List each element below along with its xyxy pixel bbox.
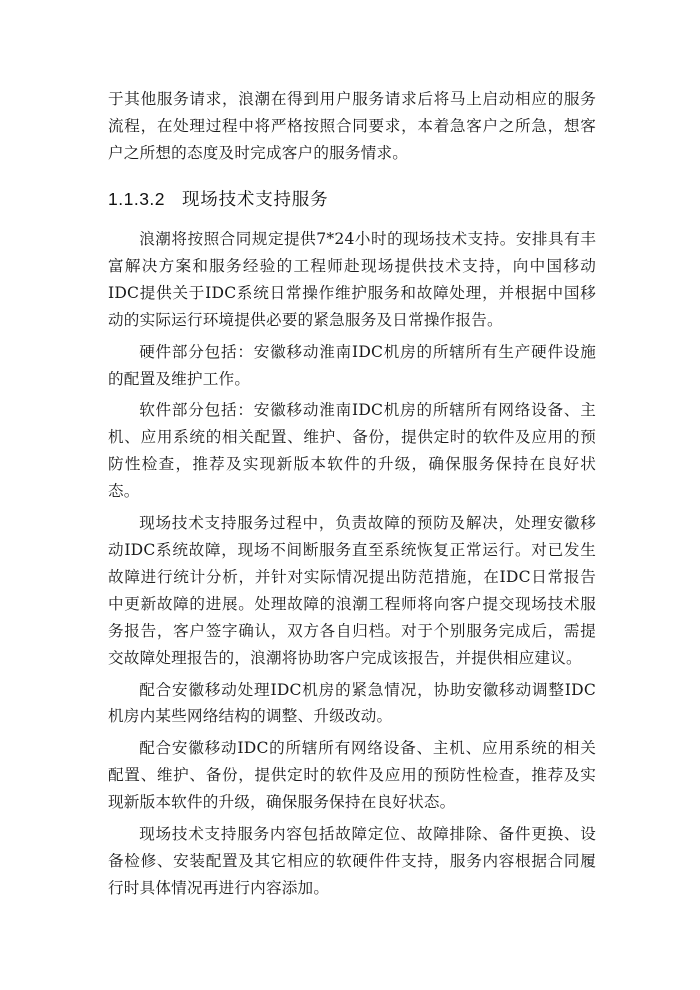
continued-paragraph: 于其他服务请求，浪潮在得到用户服务请求后将马上启动相应的服务流程，在处理过程中将严格按照合同要求，本着急客户之所急，想客户之所想的态度及时完成客户的服务情求。 — [108, 90, 596, 162]
paragraph-onsite-support-overview: 浪潮将按照合同规定提供7*24小时的现场技术支持。安排具有丰富解决方案和服务经验的工程师赴现场提供技术支持，向中国移动IDC提供关于IDC系统日常操作维护服务和故障处理，并根据中国移动的实际运行环境提供必要的紧急服务及日常操作报告。 — [108, 230, 596, 329]
continued-section — [108, 86, 596, 167]
paragraph-hardware-scope: 硬件部分包括：安徽移动淮南IDC机房的所辖所有生产硬件设施的配置及维护工作。 — [108, 342, 596, 388]
paragraph-service-content: 现场技术支持服务内容包括故障定位、故障排除、备件更换、设备检修、安装配置及其它相应的软硬件件支持，服务内容根据合同履行时具体情况再进行内容添加。 — [108, 825, 596, 897]
section-body — [108, 226, 596, 902]
paragraph-system-maintenance: 配合安徽移动IDC的所辖所有网络设备、主机、应用系统的相关配置、维护、备份，提供定时的软件及应用的预防性检查，推荐及实现新版本软件的升级，确保服务保持在良好状态。 — [108, 739, 596, 812]
paragraph-fault-handling: 现场技术支持服务过程中，负责故障的预防及解决，处理安徽移动IDC系统故障，现场不间断服务直至系统恢复正常运行。对已发生故障进行统计分析，并针对实际情况提出防范措施，在IDC日常报告中更新故障的进展。处理故障的浪潮工程师将向客户提交现场技术服务报告，客户签字确认，双方各自归档。对于个别服务完成后，需提交故障处理报告的，浪潮将协助客户完成该报告，并提供相应建议。 — [108, 514, 596, 667]
section-title: 现场技术支持服务 — [182, 189, 329, 209]
section-number: 1.1.3.2 — [108, 189, 166, 209]
section-heading — [108, 187, 328, 211]
paragraph-software-scope: 软件部分包括：安徽移动淮南IDC机房的所辖所有网络设备、主机、应用系统的相关配置、维护、备份，提供定时的软件及应用的预防性检查，推荐及实现新版本软件的升级，确保服务保持在良好状态。 — [108, 401, 596, 501]
paragraph-emergency-support: 配合安徽移动处理IDC机房的紧急情况，协助安徽移动调整IDC机房内某些网络结构的调整、升级改动。 — [108, 680, 596, 726]
